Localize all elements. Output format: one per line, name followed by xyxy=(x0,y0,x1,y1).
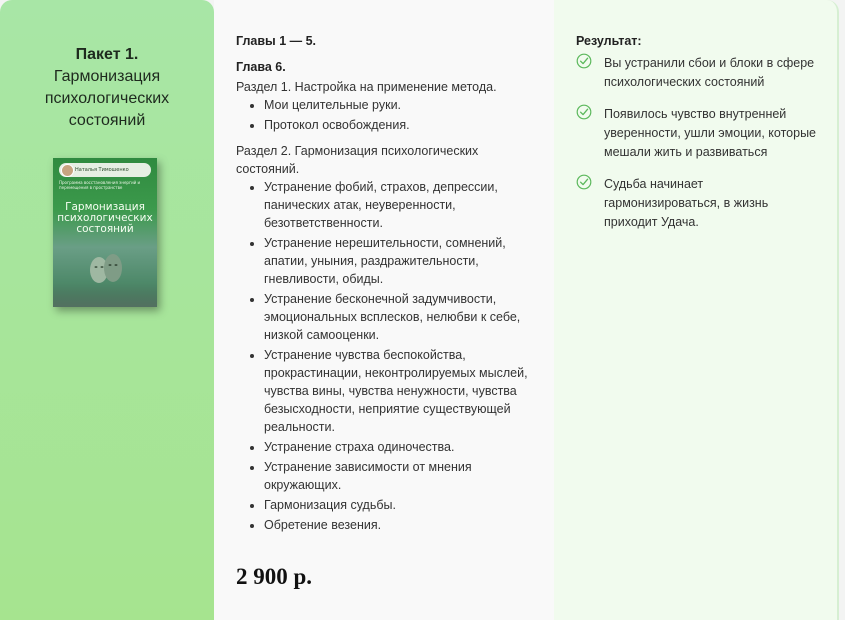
package-contents xyxy=(236,32,536,542)
chapters-heading: Главы 1 — 5. xyxy=(236,34,317,48)
section-1-title: Раздел 1. Настройка на применение метода. xyxy=(236,80,497,94)
book-cover-ground xyxy=(53,283,157,307)
list-item: • Устранение страха одиночества. xyxy=(264,438,536,456)
section-2-list xyxy=(236,178,536,534)
price: 2 900 р. xyxy=(236,564,313,589)
check-circle-icon xyxy=(576,53,592,69)
book-cover-image xyxy=(53,158,157,307)
list-item: • Обретение везения. xyxy=(264,516,536,534)
package-title: Пакет 1. xyxy=(75,46,139,63)
author-photo xyxy=(61,164,74,177)
list-item: • Устранение зависимости от мнения окружающих. xyxy=(264,458,536,494)
section-2-title: Раздел 2. Гармонизация психологических состояний. xyxy=(236,144,479,176)
book-subtitle: Программа восстановления энергий и перемещения в пространстве xyxy=(59,180,141,190)
check-circle-icon xyxy=(576,174,592,190)
list-item: • Устранение бесконечной задумчивости, эмоциональных всплесков, нелюбви к себе, низкой самооценки. xyxy=(264,290,536,344)
package-name: Гармонизация психологических состояний xyxy=(44,68,170,129)
section-1-list xyxy=(236,96,536,134)
check-circle-icon xyxy=(576,104,592,120)
list-item: • Мои целительные руки. xyxy=(264,96,536,114)
results-list xyxy=(576,54,816,245)
list-item: • Устранение чувства беспокойства, прокрастинации, неконтролируемых мыслей, чувства вины, чувства ненужности, чувства безысходности, неприятие существующей реальности. xyxy=(264,346,536,436)
results-title: Результат: xyxy=(576,34,642,48)
result-item xyxy=(576,54,816,92)
result-text: Вы устранили сбои и блоки в сфере психологических состояний xyxy=(604,56,815,89)
list-item: • Гармонизация судьбы. xyxy=(264,496,536,514)
package-heading xyxy=(0,44,214,132)
result-item xyxy=(576,105,816,162)
result-item xyxy=(576,175,816,232)
result-text: Появилось чувство внутренней уверенности, ушли эмоции, которые мешали жить и развиваться xyxy=(604,107,816,159)
book-author: Наталья Тимошенко xyxy=(59,163,151,177)
list-item: • Устранение фобий, страхов, депрессии, панических атак, неуверенности, безответственности. xyxy=(264,178,536,232)
list-item: • Протокол освобождения. xyxy=(264,116,536,134)
result-text: Судьба начинает гармонизироваться, в жизнь приходит Удача. xyxy=(604,177,769,229)
list-item: • Устранение нерешительности, сомнений, апатии, уныния, раздражительности, гневливости, обиды. xyxy=(264,234,536,288)
book-title: Гармонизация психологических состояний xyxy=(57,201,153,235)
chapter-6-heading: Глава 6. xyxy=(236,60,286,74)
